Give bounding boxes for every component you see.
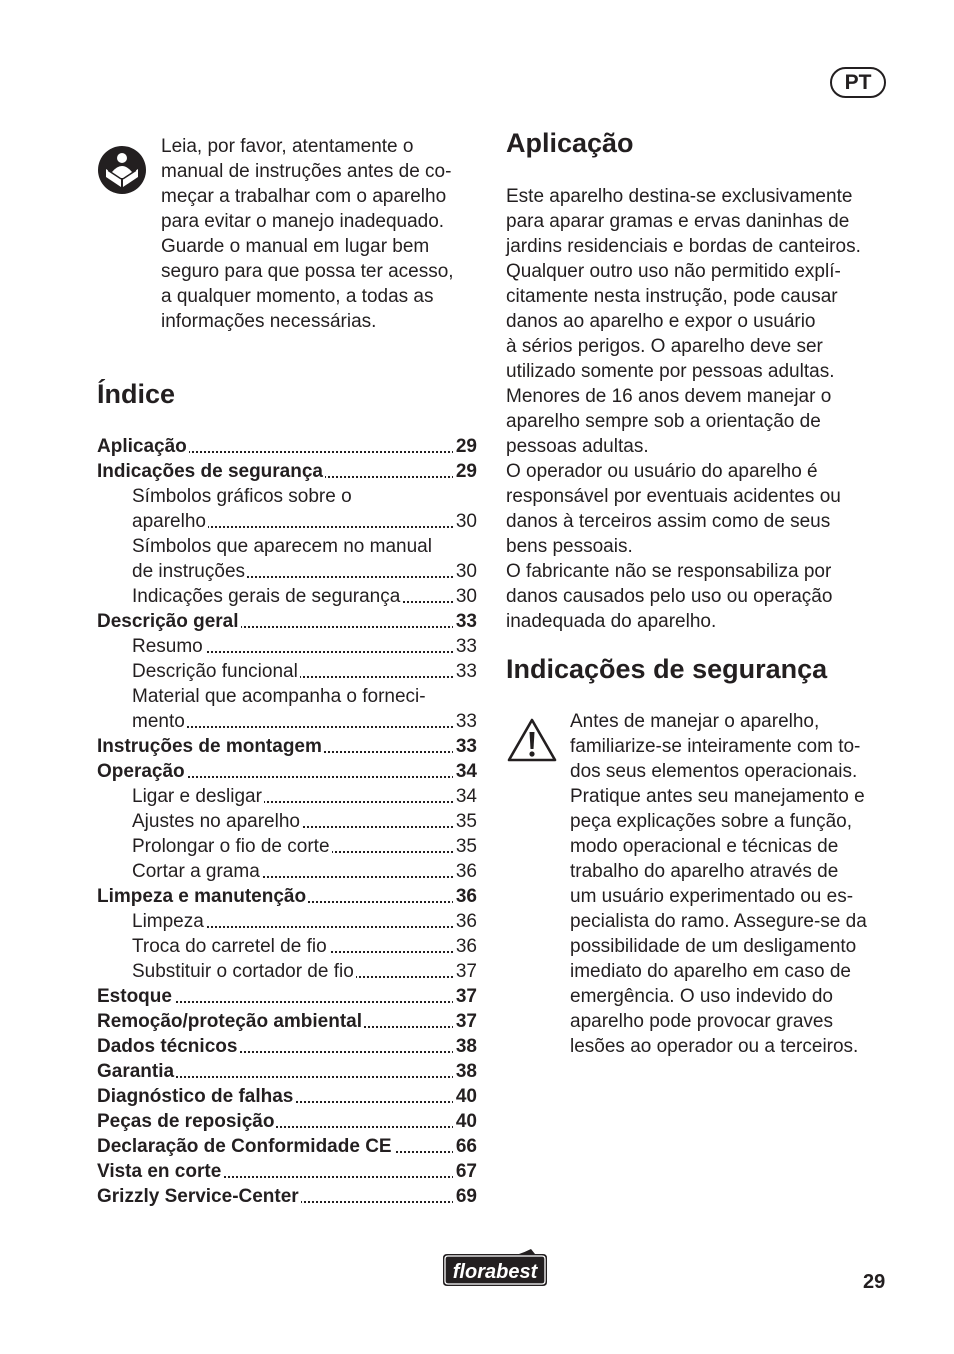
toc-entry-page: 33 — [453, 709, 477, 734]
toc-entry[interactable] — [97, 759, 477, 784]
text-line: aparelho sempre sob a orientação de — [506, 411, 821, 432]
text-line: trabalho do aparelho através de — [570, 861, 839, 882]
toc-entry-label: Diagnóstico de falhas — [97, 1086, 294, 1107]
toc-entry-page: 33 — [453, 659, 477, 684]
toc-entry-page: 29 — [453, 434, 477, 459]
text-line: Antes de manejar o aparelho, — [570, 711, 820, 732]
text-line: Este aparelho destina-se exclusivamente — [506, 186, 853, 207]
language-badge: PT — [830, 67, 886, 98]
text-line: familiarize-se inteiramente com to- — [570, 736, 861, 757]
text-line: modo operacional e técnicas de — [570, 836, 839, 857]
text-line: Guarde o manual em lugar bem — [161, 236, 430, 257]
toc-entry-page: 66 — [453, 1134, 477, 1159]
toc-entry[interactable] — [97, 584, 477, 609]
text-line: utilizado somente por pessoas adultas. — [506, 361, 835, 382]
toc-entry[interactable] — [97, 934, 477, 959]
toc-entry-label: Grizzly Service-Center — [97, 1186, 299, 1207]
toc-entry-page: 36 — [453, 934, 477, 959]
toc-entry[interactable] — [97, 484, 477, 509]
toc-entry[interactable] — [97, 684, 477, 709]
florabest-logo — [439, 1248, 551, 1288]
toc-entry[interactable] — [97, 809, 477, 834]
text-line: jardins residenciais e bordas de canteiros. — [506, 236, 861, 257]
text-line: peça explicações sobre a função, — [570, 811, 853, 832]
toc-entry-label: Estoque — [97, 986, 172, 1007]
toc-entry-label: Remoção/proteção ambiental — [97, 1011, 363, 1032]
toc-entry[interactable] — [97, 709, 477, 734]
text-line: a qualquer momento, a todas as — [161, 286, 434, 307]
table-of-contents — [97, 434, 477, 1209]
toc-entry[interactable] — [97, 734, 477, 759]
toc-entry-label: Limpeza e manutenção — [97, 886, 307, 907]
text-line: Menores de 16 anos devem manejar o — [506, 386, 832, 407]
text-line: imediato do aparelho em caso de — [570, 961, 851, 982]
toc-entry-label: Operação — [97, 761, 185, 782]
toc-entry-label: Dados técnicos — [97, 1036, 238, 1057]
toc-entry-page: 33 — [453, 734, 477, 759]
toc-entry-page: 40 — [453, 1109, 477, 1134]
toc-entry-label: Garantia — [97, 1061, 175, 1082]
toc-entry[interactable] — [97, 1109, 477, 1134]
toc-entry-page: 37 — [453, 1009, 477, 1034]
toc-entry-page: 36 — [453, 884, 477, 909]
text-line: à sérios perigos. O aparelho deve ser — [506, 336, 823, 357]
toc-entry-label: Descrição funcional — [132, 661, 298, 682]
toc-entry-label: aparelho — [132, 511, 206, 532]
safety-text — [570, 709, 867, 1059]
toc-entry-page: 29 — [453, 459, 477, 484]
toc-entry-page: 34 — [453, 759, 477, 784]
toc-entry-label: Substituir o cortador de fio — [132, 961, 354, 982]
toc-entry-page: 35 — [453, 809, 477, 834]
toc-entry-page: 38 — [453, 1059, 477, 1084]
toc-entry-page: 36 — [453, 859, 477, 884]
text-line: meçar a trabalhar com o aparelho — [161, 186, 447, 207]
toc-entry[interactable] — [97, 784, 477, 809]
text-line: para aparar gramas e ervas daninhas de — [506, 211, 850, 232]
text-line: possibilidade de um desligamento — [570, 936, 857, 957]
read-manual-icon — [97, 145, 147, 195]
toc-entry-label: Cortar a grama — [132, 861, 260, 882]
text-line: pecialista do ramo. Assegure-se da — [570, 911, 867, 932]
text-line: danos causados pelo uso ou operação — [506, 586, 833, 607]
toc-entry-page: 35 — [453, 834, 477, 859]
toc-entry[interactable] — [97, 1009, 477, 1034]
index-title: Índice — [97, 379, 176, 409]
text-line: O operador ou usuário do aparelho é — [506, 461, 818, 482]
toc-entry-label: Declaração de Conformidade CE — [97, 1136, 392, 1157]
svg-text:florabest: florabest — [452, 1261, 538, 1283]
toc-entry[interactable] — [97, 884, 477, 909]
toc-entry-page: 67 — [453, 1159, 477, 1184]
text-line: pessoas adultas. — [506, 436, 649, 457]
application-title: Aplicação — [506, 128, 634, 158]
text-line: informações necessárias. — [161, 311, 377, 332]
toc-entry-label: Indicações gerais de segurança — [132, 586, 401, 607]
text-line: bens pessoais. — [506, 536, 633, 557]
toc-entry-page: 30 — [453, 559, 477, 584]
toc-entry-label: Vista en corte — [97, 1161, 222, 1182]
text-line: Qualquer outro uso não permitido explí- — [506, 261, 841, 282]
text-line: danos à terceiros assim como de seus — [506, 511, 831, 532]
toc-entry-label: Limpeza — [132, 911, 204, 932]
toc-entry-label: Descrição geral — [97, 611, 239, 632]
toc-entry[interactable] — [97, 909, 477, 934]
toc-entry-page: 34 — [453, 784, 477, 809]
text-line: lesões ao operador ou a terceiros. — [570, 1036, 859, 1057]
text-line: um usuário experimentado ou es- — [570, 886, 854, 907]
toc-entry-label: Símbolos que aparecem no manual — [132, 536, 432, 557]
toc-entry-label: Troca do carretel de fio — [132, 936, 327, 957]
warning-icon — [506, 717, 558, 763]
toc-entry[interactable] — [97, 834, 477, 859]
toc-entry[interactable] — [97, 859, 477, 884]
application-text — [506, 184, 861, 634]
toc-entry[interactable] — [97, 609, 477, 634]
text-line: O fabricante não se responsabiliza por — [506, 561, 832, 582]
toc-entry[interactable] — [97, 459, 477, 484]
toc-entry-page: 30 — [453, 584, 477, 609]
toc-entry[interactable] — [97, 1034, 477, 1059]
toc-entry-label: Aplicação — [97, 436, 187, 457]
toc-entry-label: Ligar e desligar — [132, 786, 262, 807]
safety-title: Indicações de segurança — [506, 654, 828, 684]
toc-entry[interactable] — [97, 1059, 477, 1084]
text-line: Leia, por favor, atentamente o — [161, 136, 414, 157]
text-line: Pratique antes seu manejamento e — [570, 786, 865, 807]
toc-entry[interactable] — [97, 1184, 477, 1209]
toc-entry-label: Símbolos gráficos sobre o — [132, 486, 352, 507]
toc-entry-label: Material que acompanha o forneci- — [132, 686, 426, 707]
text-line: seguro para que possa ter acesso, — [161, 261, 454, 282]
toc-entry[interactable] — [97, 634, 477, 659]
toc-entry[interactable] — [97, 509, 477, 534]
toc-entry[interactable] — [97, 959, 477, 984]
toc-entry-page: 33 — [453, 609, 477, 634]
text-line: citamente nesta instrução, pode causar — [506, 286, 838, 307]
toc-entry-page: 40 — [453, 1084, 477, 1109]
text-line: manual de instruções antes de co- — [161, 161, 452, 182]
text-line: danos ao aparelho e expor o usuário — [506, 311, 816, 332]
toc-entry-label: Indicações de segurança — [97, 461, 323, 482]
toc-entry[interactable] — [97, 534, 477, 559]
toc-entry-page: 33 — [453, 634, 477, 659]
intro-text — [161, 134, 454, 334]
toc-entry-label: Instruções de montagem — [97, 736, 322, 757]
toc-entry[interactable] — [97, 559, 477, 584]
toc-entry-label: mento — [132, 711, 185, 732]
toc-entry-page: 30 — [453, 509, 477, 534]
toc-entry[interactable] — [97, 1084, 477, 1109]
toc-entry-page: 37 — [453, 984, 477, 1009]
toc-entry[interactable] — [97, 1159, 477, 1184]
toc-entry-label: Resumo — [132, 636, 203, 657]
text-line: dos seus elementos operacionais. — [570, 761, 858, 782]
toc-entry-page: 38 — [453, 1034, 477, 1059]
toc-entry[interactable] — [97, 984, 477, 1009]
toc-entry-label: Ajustes no aparelho — [132, 811, 300, 832]
toc-entry-page: 69 — [453, 1184, 477, 1209]
page-number: 29 — [863, 1271, 886, 1293]
toc-entry[interactable] — [97, 1134, 477, 1159]
text-line: responsável por eventuais acidentes ou — [506, 486, 841, 507]
text-line: emergência. O uso indevido do — [570, 986, 833, 1007]
toc-entry[interactable] — [97, 659, 477, 684]
toc-entry-page: 37 — [453, 959, 477, 984]
toc-entry-label: de instruções — [132, 561, 246, 582]
toc-entry-label: Prolongar o fio de corte — [132, 836, 330, 857]
toc-entry-label: Peças de reposição — [97, 1111, 275, 1132]
text-line: para evitar o manejo inadequado. — [161, 211, 445, 232]
text-line: aparelho pode provocar graves — [570, 1011, 834, 1032]
text-line: inadequada do aparelho. — [506, 611, 717, 632]
toc-entry[interactable] — [97, 434, 477, 459]
toc-entry-page: 36 — [453, 909, 477, 934]
